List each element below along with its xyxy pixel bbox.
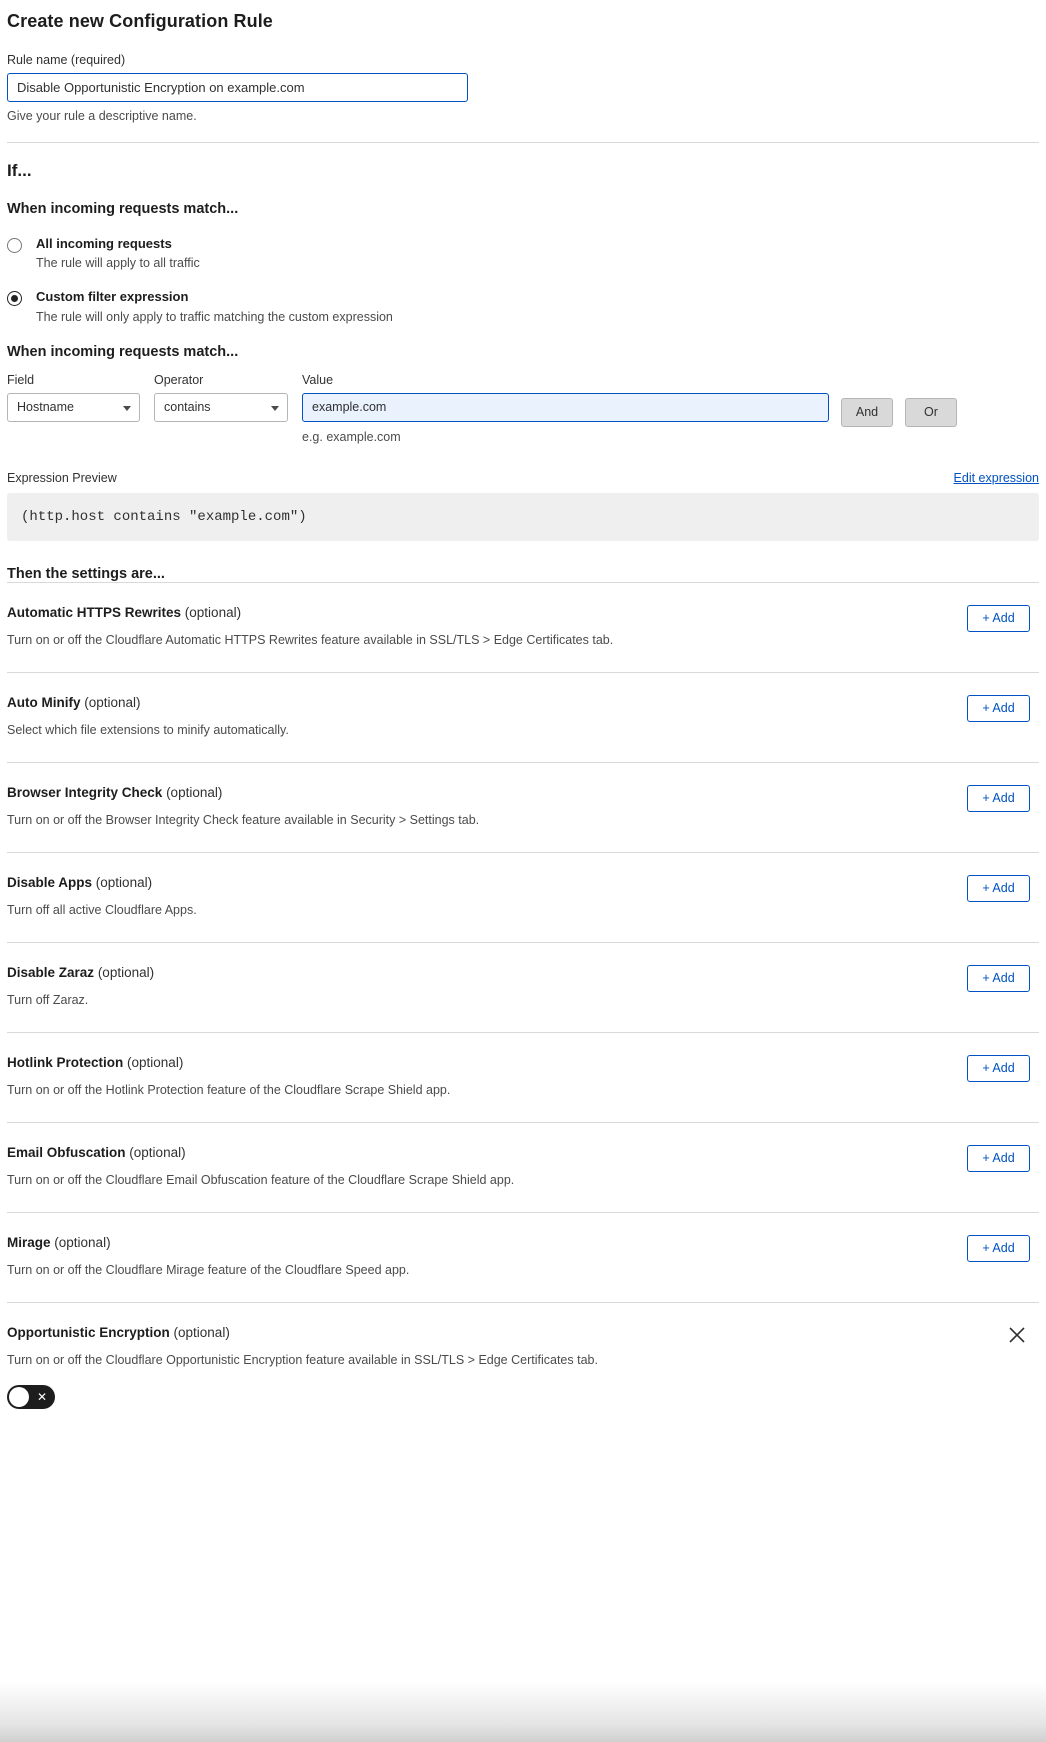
add-button[interactable]: + Add xyxy=(967,785,1030,812)
field-select-value: Hostname xyxy=(17,400,74,414)
radio-description: The rule will apply to all traffic xyxy=(36,256,200,271)
add-button[interactable]: + Add xyxy=(967,1055,1030,1082)
setting-title xyxy=(7,1055,1039,1070)
setting-optional: (optional) xyxy=(184,604,242,620)
expression-preview-box: (http.host contains "example.com") xyxy=(7,493,1039,541)
operator-column xyxy=(154,373,288,422)
operator-select[interactable] xyxy=(154,393,288,422)
edit-expression-link[interactable]: Edit expression xyxy=(953,470,1039,485)
setting-description: Turn off Zaraz. xyxy=(7,992,89,1007)
setting-description: Turn on or off the Cloudflare Mirage feature of the Cloudflare Speed app. xyxy=(7,1262,410,1277)
expression-preview-label: Expression Preview xyxy=(7,470,117,485)
setting-optional: (optional) xyxy=(173,1324,230,1340)
setting-name: Opportunistic Encryption xyxy=(7,1324,170,1340)
add-button[interactable]: + Add xyxy=(967,1145,1030,1172)
setting-row xyxy=(7,942,1039,1032)
radio-label: All incoming requests xyxy=(36,236,172,251)
setting-name: Mirage xyxy=(7,1234,51,1250)
field-label: Field xyxy=(7,372,35,387)
setting-title xyxy=(7,1325,1039,1340)
setting-name: Browser Integrity Check xyxy=(7,784,163,800)
operator-label: Operator xyxy=(154,372,204,387)
setting-title xyxy=(7,785,1039,800)
or-button[interactable]: Or xyxy=(905,398,957,427)
add-button[interactable]: + Add xyxy=(967,1235,1030,1262)
rule-name-input[interactable] xyxy=(7,73,468,102)
add-button[interactable]: + Add xyxy=(967,695,1030,722)
value-label: Value xyxy=(302,372,334,387)
match-label: When incoming requests match... xyxy=(7,201,239,217)
setting-row xyxy=(7,852,1039,942)
setting-name: Email Obfuscation xyxy=(7,1144,126,1160)
setting-description: Turn off all active Cloudflare Apps. xyxy=(7,902,197,917)
radio-icon[interactable] xyxy=(7,238,22,253)
setting-optional: (optional) xyxy=(54,1234,111,1250)
radio-option-custom-filter-expression[interactable] xyxy=(7,289,1039,323)
radio-description: The rule will only apply to traffic matching the custom expression xyxy=(36,309,393,324)
radio-icon-selected[interactable] xyxy=(7,291,22,306)
setting-row xyxy=(7,762,1039,852)
setting-title xyxy=(7,605,1039,620)
setting-optional: (optional) xyxy=(97,964,155,980)
setting-title xyxy=(7,695,1039,710)
setting-row xyxy=(7,1212,1039,1302)
setting-row xyxy=(7,1122,1039,1212)
toggle-knob xyxy=(9,1387,29,1407)
toggle-row xyxy=(7,1385,1039,1424)
setting-description: Turn on or off the Hotlink Protection feature of the Cloudflare Scrape Shield app. xyxy=(7,1082,451,1097)
builder-title: When incoming requests match... xyxy=(7,343,239,360)
setting-title xyxy=(7,875,1039,890)
setting-title xyxy=(7,965,1039,980)
setting-optional: (optional) xyxy=(95,874,153,890)
setting-name: Automatic HTTPS Rewrites xyxy=(7,604,182,620)
chevron-down-icon xyxy=(271,406,279,411)
rule-name-hint: Give your rule a descriptive name. xyxy=(7,109,197,123)
setting-name: Auto Minify xyxy=(7,694,81,710)
setting-optional: (optional) xyxy=(127,1054,184,1070)
setting-description: Turn on or off the Cloudflare Automatic HTTPS Rewrites feature available in SSL/TLS > Edge Certificates tab. xyxy=(7,632,614,647)
value-input[interactable] xyxy=(302,393,829,422)
toggle-off-icon: ✕ xyxy=(36,1389,47,1404)
setting-optional: (optional) xyxy=(84,694,141,710)
setting-title xyxy=(7,1235,1039,1250)
field-select[interactable] xyxy=(7,393,140,422)
setting-description: Turn on or off the Cloudflare Opportunistic Encryption feature available in SSL/TLS > Edge Certificates tab. xyxy=(7,1352,598,1367)
add-button[interactable]: + Add xyxy=(967,875,1030,902)
chevron-down-icon xyxy=(123,406,131,411)
radio-option-all-incoming-requests[interactable] xyxy=(7,236,1039,270)
if-section-title: If... xyxy=(7,161,32,180)
setting-name: Disable Zaraz xyxy=(7,964,95,980)
then-section-title: Then the settings are... xyxy=(7,565,165,582)
setting-row xyxy=(7,672,1039,762)
opportunistic-encryption-toggle[interactable] xyxy=(7,1385,55,1409)
setting-name: Hotlink Protection xyxy=(7,1054,124,1070)
add-button[interactable]: + Add xyxy=(967,965,1030,992)
setting-row xyxy=(7,1032,1039,1122)
expression-preview-header xyxy=(7,471,1039,485)
configuration-rule-form xyxy=(0,5,1046,1742)
setting-description: Select which file extensions to minify automatically. xyxy=(7,722,289,737)
value-column xyxy=(302,373,829,444)
setting-optional: (optional) xyxy=(166,784,223,800)
setting-row xyxy=(7,582,1039,672)
and-button[interactable]: And xyxy=(841,398,893,427)
setting-description: Turn on or off the Browser Integrity Check feature available in Security > Settings tab. xyxy=(7,812,480,827)
close-icon[interactable] xyxy=(1007,1325,1027,1345)
value-hint: e.g. example.com xyxy=(302,429,401,444)
setting-description: Turn on or off the Cloudflare Email Obfuscation feature of the Cloudflare Scrape Shield app. xyxy=(7,1172,515,1187)
page-title: Create new Configuration Rule xyxy=(7,11,273,31)
operator-select-value: contains xyxy=(164,400,211,414)
setting-row-opportunistic-encryption xyxy=(7,1302,1039,1449)
setting-name: Disable Apps xyxy=(7,874,93,890)
field-column xyxy=(7,373,140,422)
add-button[interactable]: + Add xyxy=(967,605,1030,632)
divider xyxy=(7,142,1039,143)
expression-builder xyxy=(7,373,1039,444)
radio-label: Custom filter expression xyxy=(36,289,189,305)
setting-optional: (optional) xyxy=(129,1144,186,1160)
rule-name-label: Rule name (required) xyxy=(7,53,126,67)
bottom-fade-overlay xyxy=(0,1682,1046,1742)
setting-title xyxy=(7,1145,1039,1160)
